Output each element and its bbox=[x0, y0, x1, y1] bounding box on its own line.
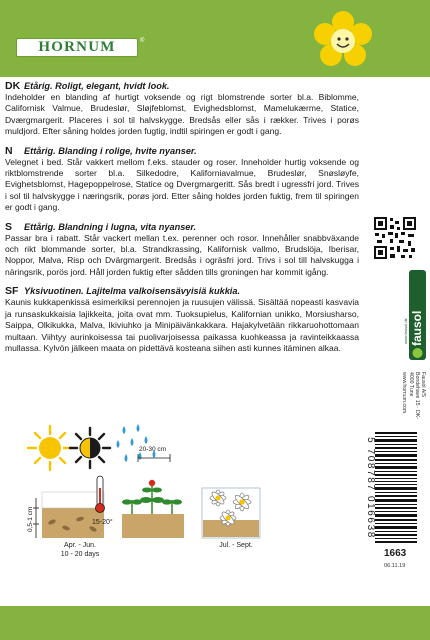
seedling-icon bbox=[162, 499, 182, 514]
address-line: Fausol A/S bbox=[420, 372, 426, 398]
seedling-spacing-panel bbox=[122, 446, 184, 538]
flowering-panel bbox=[202, 488, 260, 538]
section-subtitle: Ettårig. Blandning i lugna, vita nyanser. bbox=[24, 221, 197, 232]
section-n bbox=[5, 145, 359, 214]
section-text: Kaunis kukkapenkissä esimerkiksi perennojen ja ruusujen välissä. Sisältää nopeasti kasvavia ja runsaskukkaisia lajikkeita, joita ovat mm. Tuoksupielus, Kalifornian unikko, Morsiusharso, Saippa, Olkikukka, Malva, Ikiviuhko ja Minipäivänkakkara. Hajakylvetään rikkaruohottomaan multaan. Viihtyy aurinkoisessa tai puolivarjoisessa paikassa kuohkeassa ja ravinteikkaassa mullassa. Kylvön jälkeen maata on pidettävä kosteana siihen asti kunnes itäminen alkaa. bbox=[5, 297, 359, 353]
plant-spacing-label: 20-30 cm bbox=[139, 446, 167, 453]
section-heading bbox=[5, 221, 359, 233]
section-subtitle: Ettårig. Blanding i rolige, hvite nyanser. bbox=[24, 145, 197, 156]
fausol-logo-subtext: www.fausol.dk bbox=[403, 318, 408, 344]
section-heading bbox=[5, 285, 359, 297]
company-address bbox=[401, 372, 426, 430]
seedling-icon bbox=[140, 480, 164, 514]
address-line: Bondehave 15 · DK-4000 Tune bbox=[407, 372, 420, 420]
temperature-label: 15-20° bbox=[92, 519, 113, 526]
section-text: Indeholder en blanding af hurtigt voksende og rigt blomstrende sorter bl.a. Biblomme, Californisk Valmue, Brudeslør, Sløjfeblomst, Evighedsblomst, Mamelukærme, Statice, Dværgmargerit. Placeres i sol til halvskygge. Bredsås eller sås i rækker. Trives i porøs muldjord. Efter såning holdes jorden fugtig, indtil spiringen er godt i gang. bbox=[5, 92, 359, 137]
brand-logo bbox=[16, 38, 138, 57]
sowing-depth-panel bbox=[27, 476, 113, 538]
section-heading bbox=[5, 80, 359, 92]
product-code: 1663 bbox=[384, 548, 407, 559]
barcode bbox=[375, 432, 417, 544]
section-subtitle: Etårig. Roligt, elegant, hvidt look. bbox=[24, 81, 170, 91]
registered-mark: ® bbox=[140, 38, 145, 44]
fausol-logo-text: fausol bbox=[410, 310, 424, 346]
address-line: www.hornum.com bbox=[401, 372, 408, 414]
language-code: S bbox=[5, 220, 13, 233]
white-flower-icon bbox=[233, 493, 251, 511]
sowing-depth-label: 0,5-1 cm bbox=[27, 506, 34, 532]
sowing-caption bbox=[50, 542, 110, 559]
flower-mascot-icon bbox=[312, 10, 374, 72]
section-s bbox=[5, 221, 359, 279]
seedling-icon bbox=[122, 499, 142, 514]
thermometer-icon bbox=[96, 476, 105, 513]
section-dk bbox=[5, 80, 359, 138]
qr-code-icon bbox=[373, 216, 417, 260]
date-code: 06.11.19 bbox=[384, 563, 406, 569]
sowing-period: Apr. - Jun. bbox=[64, 542, 96, 549]
section-sf bbox=[5, 285, 359, 354]
white-flower-icon bbox=[210, 490, 226, 506]
sun-icon bbox=[28, 426, 72, 470]
language-code: N bbox=[5, 144, 13, 157]
section-heading bbox=[5, 145, 359, 157]
section-text: Velegnet i bed. Står vakkert mellom f.eks. stauder og roser. Inneholder hurtig voksende og riktblomstrende sorter bl.a. Silkedodre, Kaliforniavalmue, Brudeslør, Snøsløyfe, Evighetsblomst, Hagepoppelrose, Statice og Dvergmargeritt. Sås bredt i ugressfri jord. Trives i sol til halvskygge i næringsrik, porøs jord. Etter såing holdes jorden fuktig, frem til spiringen er godt i gang. bbox=[5, 156, 359, 213]
barcode-digits: 5 708787 016638 bbox=[365, 437, 376, 539]
top-banner bbox=[0, 0, 430, 77]
bottom-banner bbox=[0, 606, 430, 640]
bloom-caption bbox=[208, 542, 264, 551]
language-code: SF bbox=[5, 285, 19, 298]
bloom-period: Jul. - Sept. bbox=[219, 542, 253, 549]
brand-name: HORNUM bbox=[38, 39, 116, 55]
half-sun-icon bbox=[70, 428, 110, 468]
language-code: DK bbox=[5, 80, 21, 92]
section-text: Passar bra i rabatt. Står vackert mellan t.ex. perenner och rosor. Innehåller snabbväxande och rikt blommande sorter, bl.a. Strandkrassing, Kalifornisk vallmo, Brudslöja, Iberisar, Noppor, Malva, Risp och Dvärgmargerit. Bredsås i ogräsfri jord. Trivs i sol till halvskugga i näringsrik, porös jord. Håll jorden fuktig efter sådden tills groningen har kommit igång. bbox=[5, 232, 359, 277]
description-area bbox=[5, 80, 359, 361]
section-subtitle: Yksivuotinen. Lajitelma valkoisensävyisiä kukkia. bbox=[24, 286, 241, 297]
sowing-instructions-graphic bbox=[0, 420, 360, 600]
white-flower-icon bbox=[220, 510, 236, 526]
barcode-number bbox=[364, 432, 376, 544]
germination-time: 10 - 20 days bbox=[60, 550, 100, 558]
fausol-logo bbox=[402, 270, 428, 360]
water-drops-icon bbox=[117, 424, 156, 462]
